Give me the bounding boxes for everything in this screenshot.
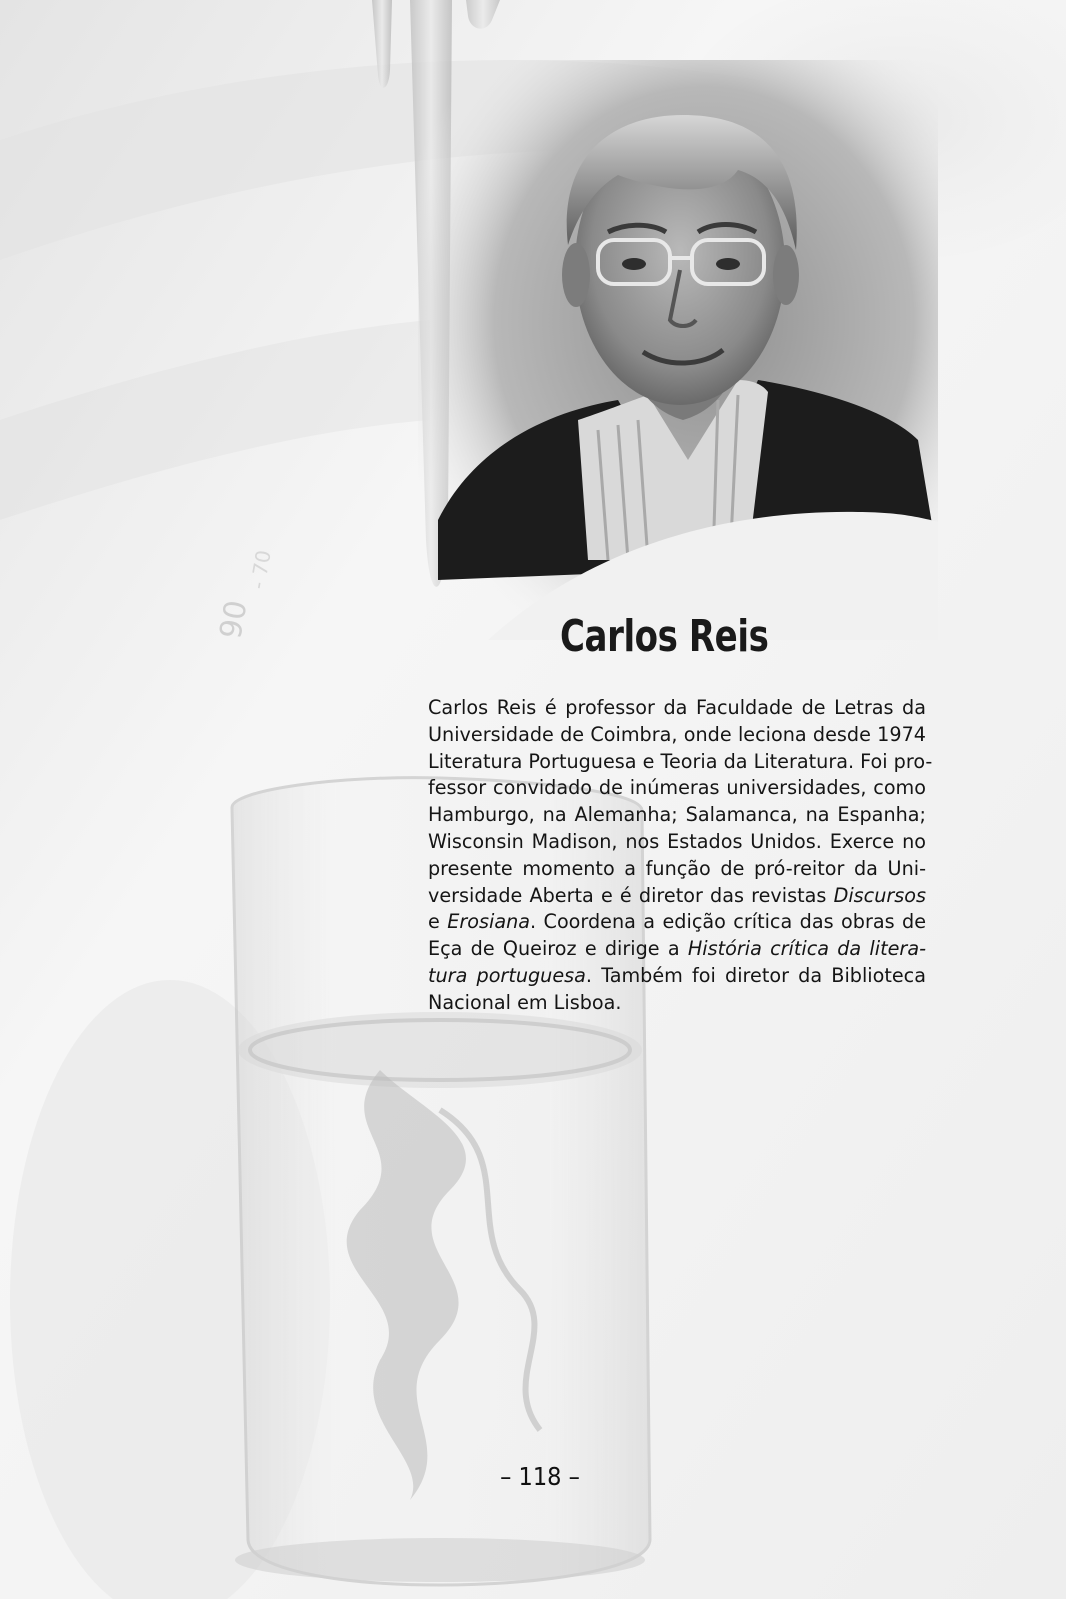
bio-line: Universidade de Coimbra, onde leciona desde 1974 bbox=[428, 722, 926, 746]
bio-line: Wisconsin Madison, nos Estados Unidos. Exerce no bbox=[428, 829, 926, 853]
bio-text: . Coordena a edição crítica das obras de bbox=[530, 910, 927, 934]
journal-title-discursos: Discursos bbox=[833, 883, 926, 907]
biography-paragraph bbox=[428, 695, 933, 1017]
journal-title-erosiana: Erosiana bbox=[447, 910, 531, 934]
svg-text:90: 90 bbox=[213, 597, 255, 642]
bio-line bbox=[428, 909, 926, 936]
bio-text: versidade Aberta e é diretor das revistas bbox=[428, 883, 834, 907]
bio-line: Nacional em Lisboa. bbox=[428, 990, 622, 1014]
bio-text: e bbox=[428, 910, 448, 934]
bio-line bbox=[428, 883, 926, 910]
book-title-part2: tura portuguesa bbox=[428, 963, 586, 987]
bio-text: Eça de Queiroz e dirige a bbox=[428, 937, 688, 961]
page-title: Carlos Reis bbox=[560, 611, 769, 663]
bio-line bbox=[428, 936, 926, 963]
book-title-part1: História crítica da litera- bbox=[687, 937, 926, 961]
bio-text: . Também foi diretor da Biblioteca bbox=[585, 963, 926, 987]
author-portrait-photo bbox=[418, 0, 938, 640]
bio-line: presente momento a função de pró-reitor da Uni- bbox=[428, 856, 926, 880]
bio-line: fessor convidado de inúmeras universidades, como bbox=[428, 776, 926, 800]
bio-line bbox=[428, 963, 926, 990]
page-number: – 118 – bbox=[500, 1462, 580, 1491]
bio-line: Hamburgo, na Alemanha; Salamanca, na Espanha; bbox=[428, 803, 926, 827]
svg-text:- 70: - 70 bbox=[245, 548, 276, 591]
bio-line: Literatura Portuguesa e Teoria da Literatura. Foi pro- bbox=[428, 749, 933, 773]
bio-line: Carlos Reis é professor da Faculdade de Letras da bbox=[428, 696, 926, 719]
